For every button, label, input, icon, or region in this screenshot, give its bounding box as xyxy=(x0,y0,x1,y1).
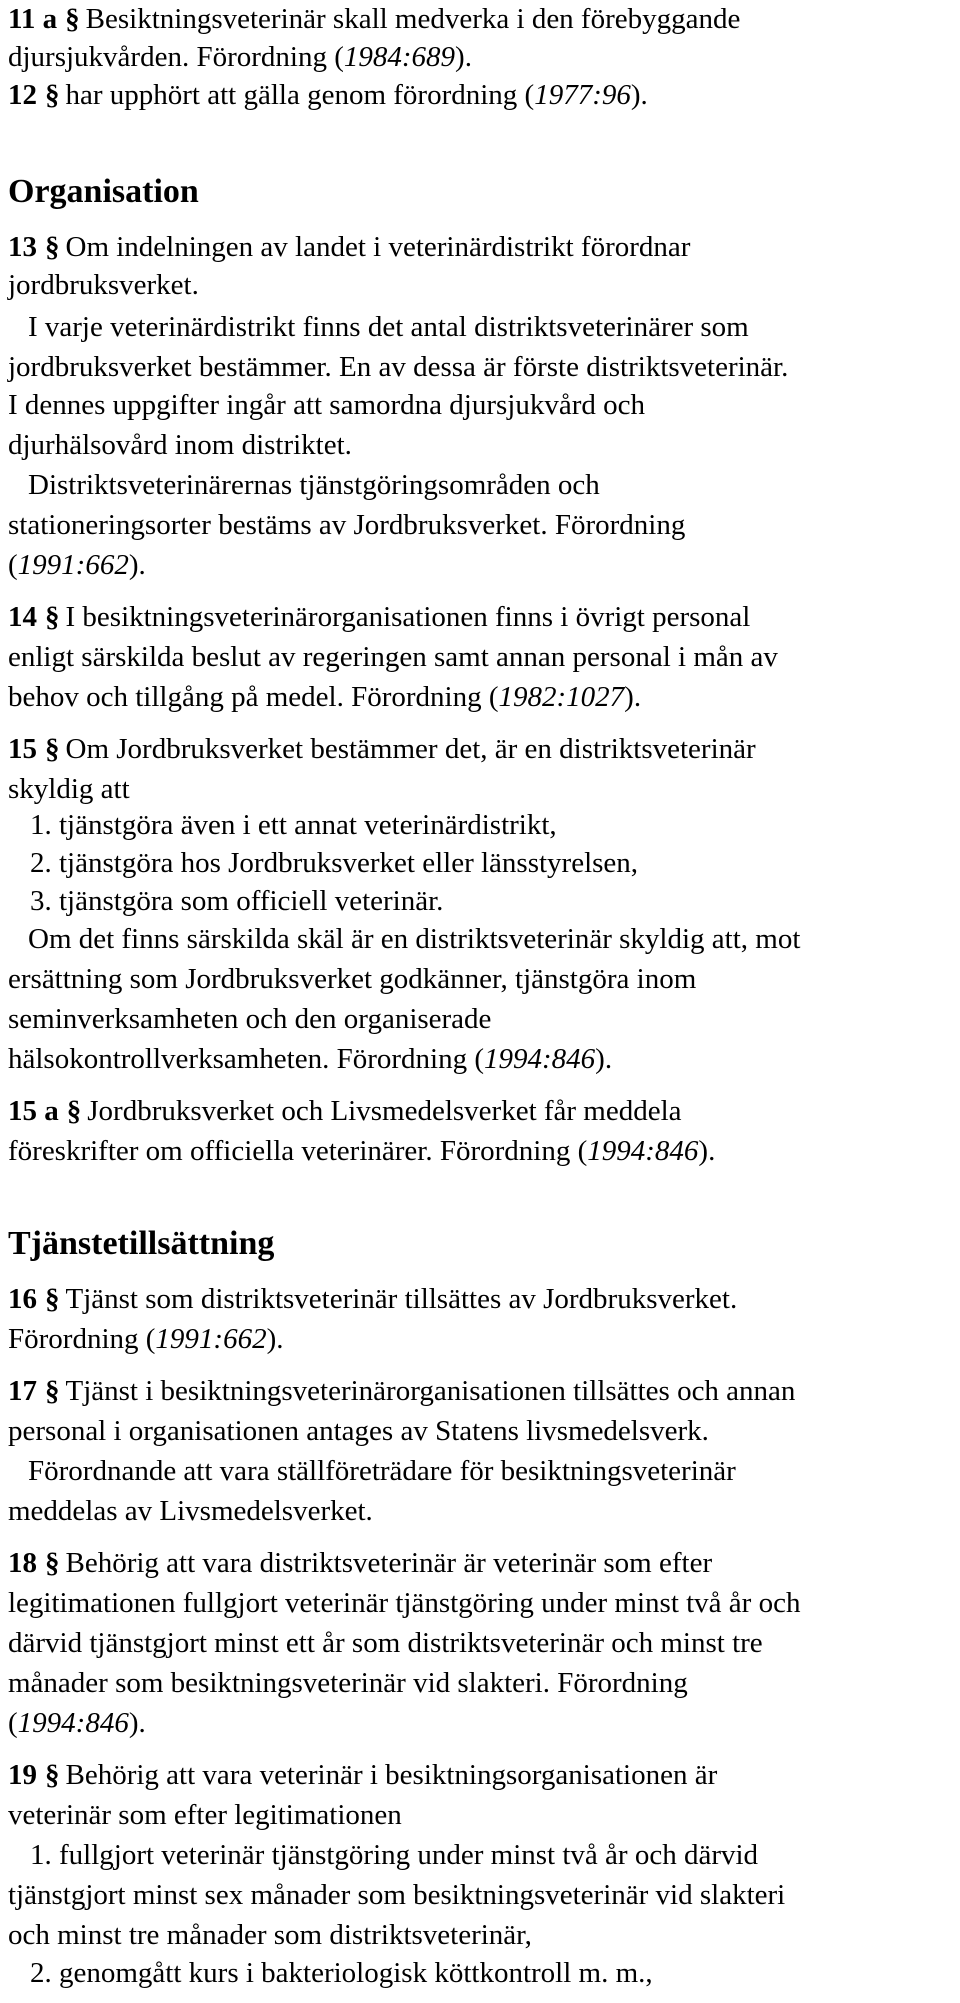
sec11a-line1: 11 a § Besiktningsveterinär skall medverka i den förebyggande xyxy=(8,3,741,35)
statute-reference: 1991:662 xyxy=(17,549,129,581)
sec19-item2: 2. genomgått kurs i bakteriologisk köttkontroll m. m., xyxy=(30,1957,653,1989)
section-sign-icon: § xyxy=(45,1283,60,1315)
sec17-line4: meddelas av Livsmedelsverket. xyxy=(8,1495,373,1527)
sec11a-line2: djursjukvården. Förordning (1984:689). xyxy=(8,41,472,73)
sec15-item3: 3. tjänstgöra som officiell veterinär. xyxy=(30,885,444,917)
sec13-line5: I dennes uppgifter ingår att samordna djursjukvård och xyxy=(8,389,646,421)
statute-reference: 1994:846 xyxy=(17,1707,129,1739)
sec19-item1-line2: tjänstgjort minst sex månader som besiktningsveterinär vid slakteri xyxy=(8,1879,786,1911)
sec19-item1-line1: 1. fullgjort veterinär tjänstgöring under minst två år och därvid xyxy=(30,1839,759,1871)
section-number: 19 xyxy=(8,1759,37,1791)
sec12-line1: 12 § har upphört att gälla genom förordning (1977:96). xyxy=(8,79,648,111)
section-sign-icon: § xyxy=(45,733,60,765)
sec15-p2-line4: hälsokontrollverksamheten. Förordning (1994:846). xyxy=(8,1043,613,1075)
statute-reference: 1994:846 xyxy=(587,1135,699,1167)
section-number: 16 xyxy=(8,1283,37,1315)
section-sign-icon: § xyxy=(45,1547,60,1579)
section-sign-icon: § xyxy=(65,3,80,35)
section-sign-icon: § xyxy=(45,1375,60,1407)
section-sign-icon: § xyxy=(45,79,60,111)
sec13-line2: jordbruksverket. xyxy=(8,269,199,301)
statute-reference: 1991:662 xyxy=(155,1323,267,1355)
sec18-line2: legitimationen fullgjort veterinär tjänstgöring under minst två år och xyxy=(8,1587,801,1619)
statute-reference: 1994:846 xyxy=(484,1043,596,1075)
sec14-line2: enligt särskilda beslut av regeringen samt annan personal i mån av xyxy=(8,641,778,673)
section-sign-icon: § xyxy=(66,1095,82,1127)
sec16-line2: Förordning (1991:662). xyxy=(8,1323,284,1355)
sec18-line5: (1994:846). xyxy=(8,1707,146,1739)
statute-reference: 1984:689 xyxy=(343,41,456,73)
sec13-line9: (1991:662). xyxy=(8,549,146,581)
sec14-line3: behov och tillgång på medel. Förordning (1982:1027). xyxy=(8,681,642,713)
sec15-item1: 1. tjänstgöra även i ett annat veterinärdistrikt, xyxy=(30,809,557,841)
sec17-line3: Förordnande att vara ställföreträdare för besiktningsveterinär xyxy=(28,1455,736,1487)
section-number: 18 xyxy=(8,1547,37,1579)
sec18-line1: 18 § Behörig att vara distriktsveterinär är veterinär som efter xyxy=(8,1547,713,1579)
section-sign-icon: § xyxy=(45,1759,60,1791)
sec15-item2: 2. tjänstgöra hos Jordbruksverket eller länsstyrelsen, xyxy=(30,847,639,879)
section-number: 14 xyxy=(8,601,37,633)
heading-organisation: Organisation xyxy=(8,173,199,210)
sec15-p2-line2: ersättning som Jordbruksverket godkänner, tjänstgöra inom xyxy=(8,963,697,995)
section-number: 17 xyxy=(8,1375,37,1407)
sec15a-line1: 15 a § Jordbruksverket och Livsmedelsverket får meddela xyxy=(8,1095,682,1127)
sec19-line2: veterinär som efter legitimationen xyxy=(8,1799,402,1831)
sec13-line8: stationeringsorter bestäms av Jordbruksverket. Förordning xyxy=(8,509,686,541)
sec13-line3: I varje veterinärdistrikt finns det antal distriktsveterinärer som xyxy=(28,311,749,343)
section-number: 15 a xyxy=(8,1095,59,1127)
section-sign-icon: § xyxy=(45,231,60,263)
sec18-line4: månader som besiktningsveterinär vid slakteri. Förordning xyxy=(8,1667,688,1699)
sec13-line6: djurhälsovård inom distriktet. xyxy=(8,429,352,461)
sec17-line1: 17 § Tjänst i besiktningsveterinärorganisationen tillsättes och annan xyxy=(8,1375,796,1407)
section-number: 12 xyxy=(8,79,37,111)
sec13-line1: 13 § Om indelningen av landet i veterinärdistrikt förordnar xyxy=(8,231,691,263)
heading-tjanstetillsattning: Tjänstetillsättning xyxy=(8,1225,275,1262)
sec14-line1: 14 § I besiktningsveterinärorganisationen finns i övrigt personal xyxy=(8,601,751,633)
sec15-line1: 15 § Om Jordbruksverket bestämmer det, är en distriktsveterinär xyxy=(8,733,756,765)
statute-reference: 1982:1027 xyxy=(498,681,625,713)
section-number: 11 a xyxy=(8,3,58,35)
sec15-p2-line1: Om det finns särskilda skäl är en distriktsveterinär skyldig att, mot xyxy=(28,923,801,955)
sec17-line2: personal i organisationen antages av Statens livsmedelsverk. xyxy=(8,1415,709,1447)
section-sign-icon: § xyxy=(45,601,60,633)
sec19-line1: 19 § Behörig att vara veterinär i besiktningsorganisationen är xyxy=(8,1759,718,1791)
statute-reference: 1977:96 xyxy=(534,79,631,111)
sec18-line3: därvid tjänstgjort minst ett år som distriktsveterinär och minst tre xyxy=(8,1627,763,1659)
sec15-line2: skyldig att xyxy=(8,773,130,805)
section-number: 13 xyxy=(8,231,37,263)
sec13-line4: jordbruksverket bestämmer. En av dessa är förste distriktsveterinär. xyxy=(8,351,789,383)
sec15a-line2: föreskrifter om officiella veterinärer. Förordning (1994:846). xyxy=(8,1135,716,1167)
sec16-line1: 16 § Tjänst som distriktsveterinär tillsättes av Jordbruksverket. xyxy=(8,1283,738,1315)
section-number: 15 xyxy=(8,733,37,765)
sec13-line7: Distriktsveterinärernas tjänstgöringsområden och xyxy=(28,469,600,501)
sec19-item1-line3: och minst tre månader som distriktsveterinär, xyxy=(8,1919,532,1951)
sec15-p2-line3: seminverksamheten och den organiserade xyxy=(8,1003,492,1035)
